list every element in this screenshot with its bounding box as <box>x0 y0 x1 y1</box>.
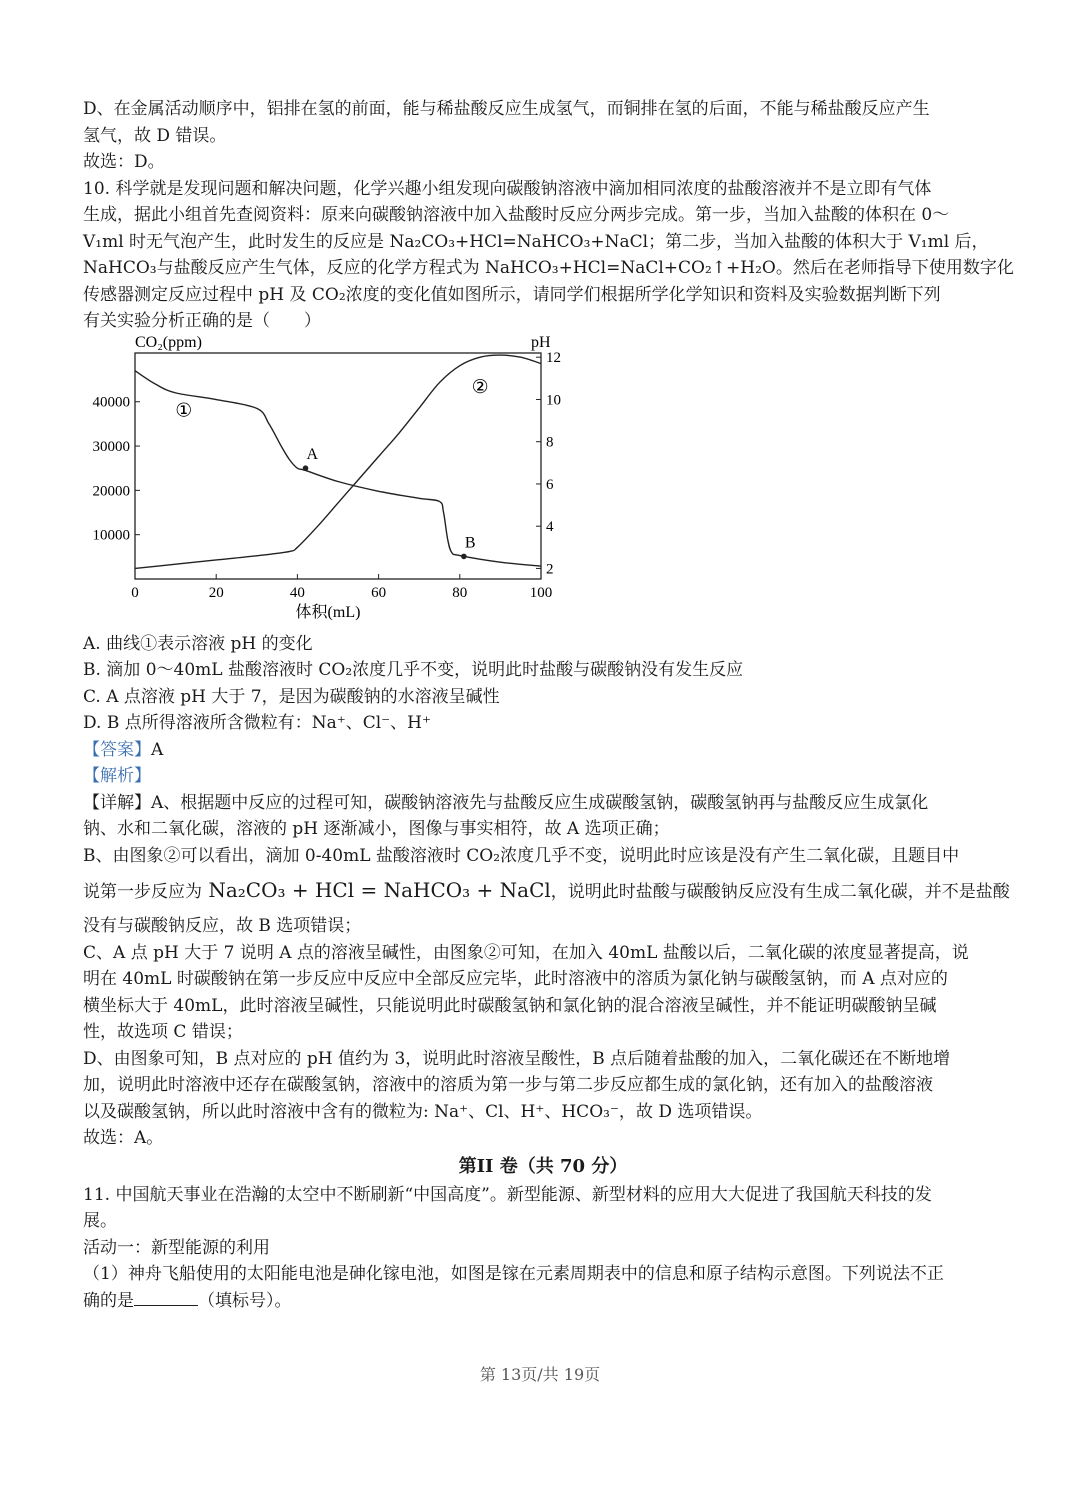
answer-blank[interactable] <box>134 1289 198 1306</box>
formula-equation: Na₂CO₃ + HCl = NaHCO₃ + NaCl <box>208 878 551 902</box>
y-right-tick-label: 10 <box>546 391 561 408</box>
text-line: 10. 科学就是发现问题和解决问题，化学兴趣小组发现向碳酸钠溶液中滴加相同浓度的盐酸溶液并不是立即有气体 <box>83 178 932 199</box>
text-line: 没有与碳酸钠反应，故 B 选项错误； <box>83 916 362 936</box>
text-line: 11. 中国航天事业在浩瀚的太空中不断刷新“中国高度”。新型能源、新型材料的应用大大促进了我国航天科技的发 <box>83 1184 932 1205</box>
text-line: 明在 40mL 时碳酸钠在第一步反应中反应中全部反应完毕，此时溶液中的溶质为氯化钠与碳酸氢钠，而 A 点对应的 <box>83 969 948 989</box>
x-tick-label: 0 <box>131 584 139 601</box>
page-footer: 第 13页/共 19页 <box>479 1365 601 1384</box>
section-title: 第II 卷（共 70 分） <box>458 1155 628 1177</box>
y-right-axis-label: pH <box>531 334 551 351</box>
q11-suffix: （填标号）。 <box>198 1290 292 1311</box>
option-c: C. A 点溶液 pH 大于 7，是因为碳酸钠的水溶液呈碱性 <box>83 686 500 707</box>
y-right-tick-label: 8 <box>546 434 554 451</box>
top-text-block <box>83 96 1014 335</box>
y-right-tick-label: 4 <box>546 518 554 535</box>
x-tick-label: 80 <box>452 584 468 601</box>
point-b <box>461 553 467 559</box>
text-line: 氢气，故 D 错误。 <box>83 125 227 146</box>
text-line: 有关实验分析正确的是（ ） <box>83 311 321 331</box>
text-line: 【详解】A、根据题中反应的过程可知，碳酸钠溶液先与盐酸反应生成碳酸氢钠，碳酸氢钠再与盐酸反应生成氯化 <box>83 792 929 813</box>
y-left-tick-label: 20000 <box>92 482 130 499</box>
formula-suffix: ，说明此时盐酸与碳酸钠反应没有生成二氧化碳，并不是盐酸 <box>550 882 1010 902</box>
text-line: B、由图象②可以看出，滴加 0-40mL 盐酸溶液时 CO₂浓度几乎不变，说明此时应该是没有产生二氧化碳，且题目中 <box>83 845 960 866</box>
answer-label: 【答案】 <box>83 739 151 760</box>
text-line: 故选：D。 <box>83 152 165 172</box>
analysis-label: 【解析】 <box>83 766 151 786</box>
series-label-ph: ② <box>471 375 489 398</box>
point-label-b: B <box>464 533 476 551</box>
series-line-co2 <box>135 370 541 565</box>
formula-line <box>83 869 1010 913</box>
answer-value: A <box>151 739 164 760</box>
text-line: D、在金属活动顺序中，铝排在氢的前面，能与稀盐酸反应生成氢气，而铜排在氢的后面，不能与稀盐酸反应产生 <box>83 99 930 119</box>
text-line: 活动一：新型能源的利用 <box>83 1237 270 1258</box>
document-page <box>83 96 1014 1314</box>
options-block <box>83 631 1003 790</box>
x-tick-label: 40 <box>289 584 305 601</box>
text-line: 传感器测定反应过程中 pH 及 CO₂浓度的变化值如图所示，请同学们根据所学化学知识和资料及实验数据判断下列 <box>83 284 941 305</box>
option-a: A. 曲线①表示溶液 pH 的变化 <box>83 633 313 654</box>
question-11-block <box>83 1182 1003 1315</box>
text-line: 性，故选项 C 错误； <box>83 1022 243 1042</box>
y-right-tick-label: 2 <box>546 560 554 577</box>
point-label-a: A <box>306 445 319 463</box>
option-b: B. 滴加 0～40mL 盐酸溶液时 CO₂浓度几乎不变，说明此时盐酸与碳酸钠没有发生反应 <box>83 660 744 680</box>
chart-svg <box>83 335 603 631</box>
y-left-tick-label: 40000 <box>92 394 130 411</box>
text-line: 故选：A。 <box>83 1128 164 1148</box>
text-line: C、A 点 pH 大于 7 说明 A 点的溶液呈碱性，由图象②可知，在加入 40mL 盐酸以后，二氧化碳的浓度显著提高，说 <box>83 942 969 963</box>
text-line: 加，说明此时溶液中还存在碳酸氢钠，溶液中的溶质为第一步与第二步反应都生成的氯化钠，还有加入的盐酸溶液 <box>83 1075 933 1095</box>
x-tick-label: 60 <box>371 584 387 601</box>
answer-line <box>83 737 1003 764</box>
text-line: V₁ml 时无气泡产生，此时发生的反应是 Na₂CO₃+HCl=NaHCO₃+NaCl；第二步，当加入盐酸的体积大于 V₁ml 后， <box>83 231 989 252</box>
text-line <box>83 1288 1003 1315</box>
q11-prefix: 确的是 <box>83 1290 134 1311</box>
text-line: 以及碳酸氢钠，所以此时溶液中含有的微粒为: Na⁺、Cl、H⁺、HCO₃⁻，故 D 选项错误。 <box>83 1101 763 1122</box>
co2-ph-chart <box>83 335 603 631</box>
y-right-tick-label: 6 <box>546 476 554 493</box>
x-tick-label: 20 <box>208 584 224 601</box>
text-line: （1）神舟飞船使用的太阳能电池是砷化镓电池，如图是镓在元素周期表中的信息和原子结构示意图。下列说法不正 <box>83 1264 944 1284</box>
x-tick-label: 100 <box>529 584 553 601</box>
y-left-tick-label: 30000 <box>92 438 130 455</box>
option-d: D. B 点所得溶液所含微粒有：Na⁺、Cl⁻、H⁺ <box>83 713 431 733</box>
text-line: 钠、水和二氧化碳，溶液的 pH 逐渐减小，图像与事实相符，故 A 选项正确； <box>83 819 670 839</box>
detail-block <box>83 790 1010 1152</box>
x-axis-label: 体积(mL) <box>295 603 361 621</box>
y-left-axis-label: CO₂(ppm) <box>135 334 202 351</box>
formula-prefix: 说第一步反应为 <box>83 882 202 902</box>
text-line: D、由图象可知，B 点对应的 pH 值约为 3，说明此时溶液呈酸性，B 点后随着盐酸的加入，二氧化碳还在不断地增 <box>83 1048 951 1069</box>
series-label-co2: ① <box>175 399 193 422</box>
text-line: 横坐标大于 40mL，此时溶液呈碱性，只能说明此时碳酸氢钠和氯化钠的混合溶液呈碱性，并不能证明碳酸钠呈碱 <box>83 995 937 1016</box>
y-left-tick-label: 10000 <box>92 527 130 544</box>
text-line: 生成，据此小组首先查阅资料：原来向碳酸钠溶液中加入盐酸时反应分两步完成。第一步，当加入盐酸的体积在 0～ <box>83 205 950 225</box>
point-a <box>303 465 309 471</box>
text-line: 展。 <box>83 1211 117 1231</box>
text-line: NaHCO₃与盐酸反应产生气体，反应的化学方程式为 NaHCO₃+HCl=NaCl+CO₂↑+H₂O。然后在老师指导下使用数字化 <box>83 258 1014 278</box>
y-right-tick-label: 12 <box>546 349 561 366</box>
